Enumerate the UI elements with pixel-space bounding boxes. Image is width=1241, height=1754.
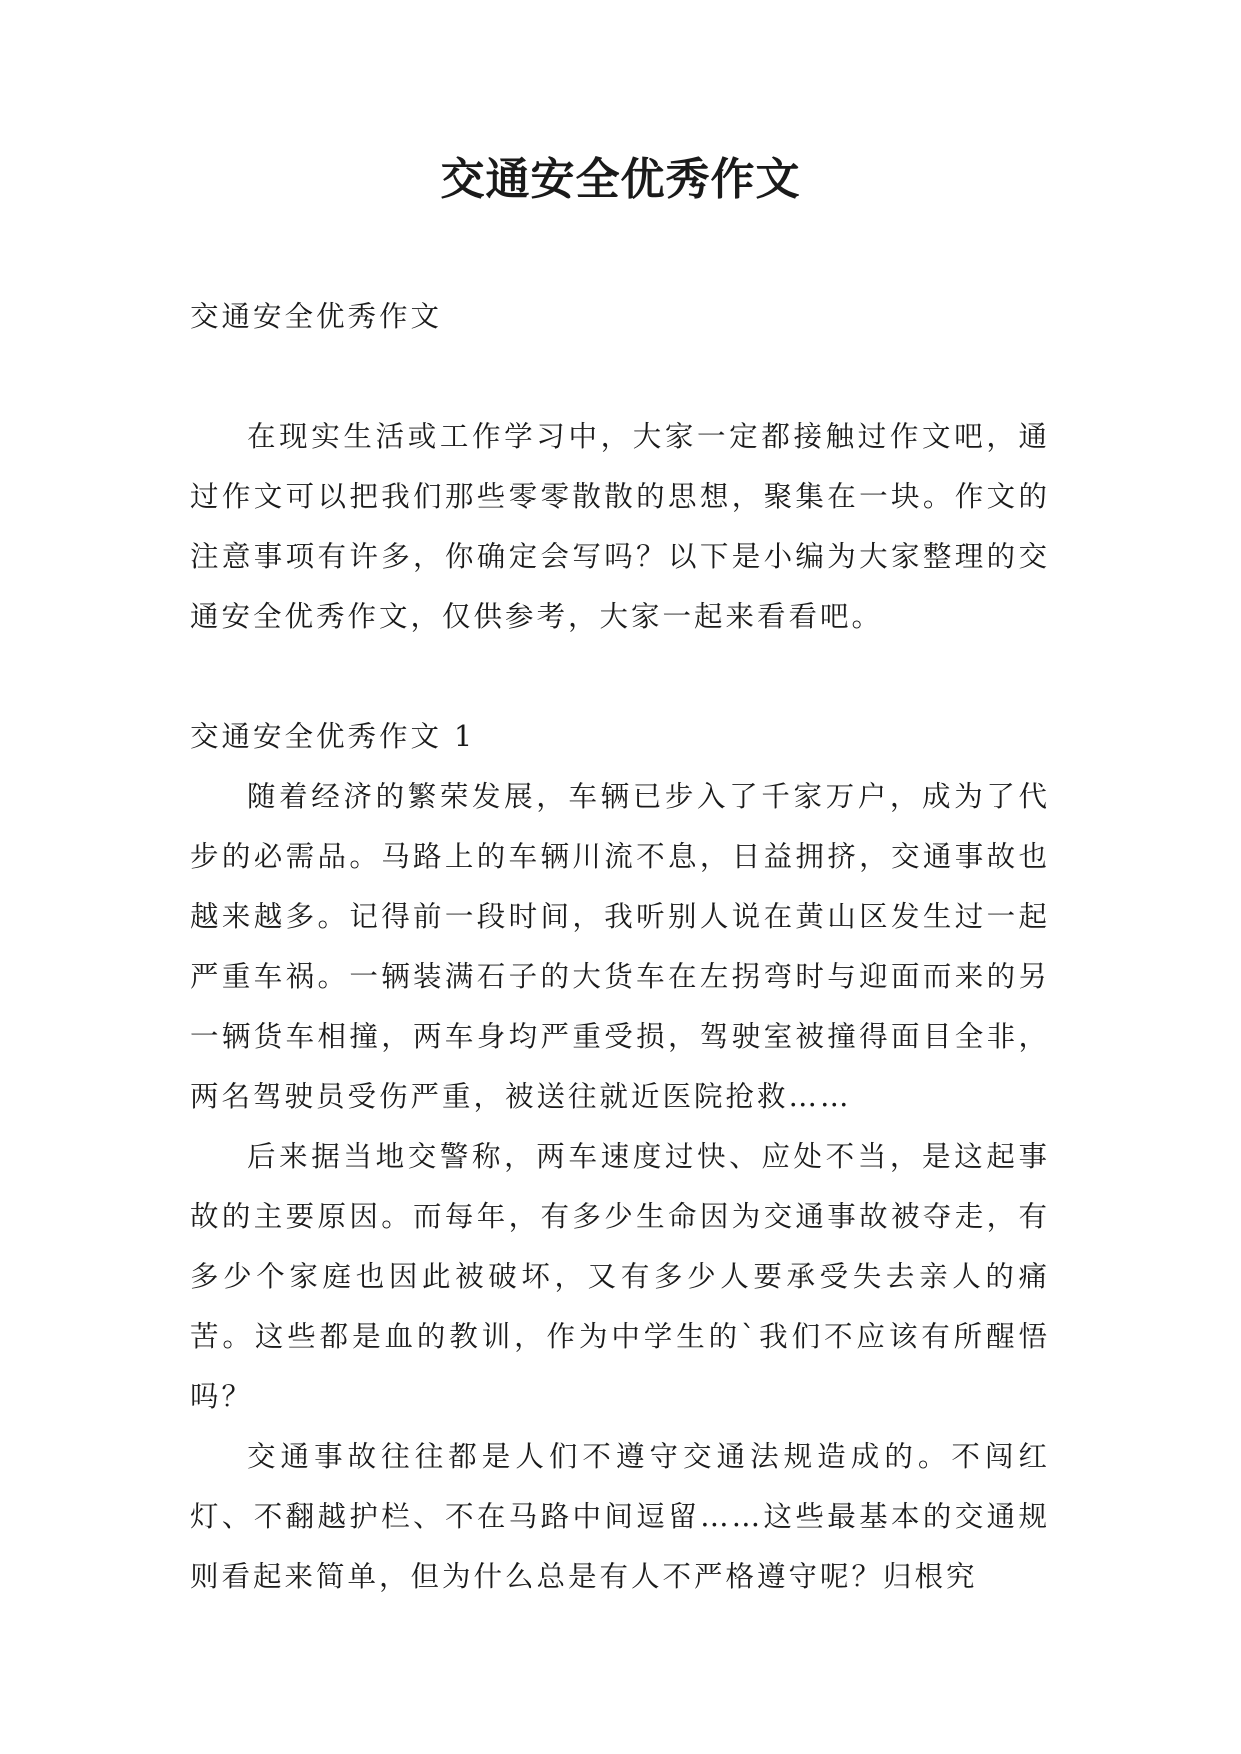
document-title: 交通安全优秀作文 (440, 154, 801, 205)
document-body (190, 287, 1050, 1607)
body-paragraph-3: 交通事故往往都是人们不遵守交通法规造成的。不闯红灯、不翻越护栏、不在马路中间逗留……这些最基本的交通规则看起来简单，但为什么总是有人不严格遵守呢？归根究 (190, 1440, 1050, 1593)
body-paragraph-1: 随着经济的繁荣发展，车辆已步入了千家万户，成为了代步的必需品。马路上的车辆川流不息，日益拥挤，交通事故也越来越多。记得前一段时间，我听别人说在黄山区发生过一起严重车祸。一辆装满石子的大货车在左拐弯时与迎面而来的另一辆货车相撞，两车身均严重受损，驾驶室被撞得面目全非，两名驾驶员受伤严重，被送往就近医院抢救…… (190, 780, 1050, 1113)
intro-paragraph: 在现实生活或工作学习中，大家一定都接触过作文吧，通过作文可以把我们那些零零散散的思想，聚集在一块。作文的注意事项有许多，你确定会写吗？以下是小编为大家整理的交通安全优秀作文，仅供参考，大家一起来看看吧。 (190, 420, 1050, 633)
section-heading: 交通安全优秀作文 1 (190, 720, 476, 753)
body-paragraph-2: 后来据当地交警称，两车速度过快、应处不当，是这起事故的主要原因。而每年，有多少生命因为交通事故被夺走，有多少个家庭也因此被破坏，又有多少人要承受失去亲人的痛苦。这些都是血的教训，作为中学生的`我们不应该有所醒悟吗？ (190, 1140, 1050, 1413)
document-subtitle: 交通安全优秀作文 (190, 300, 443, 333)
